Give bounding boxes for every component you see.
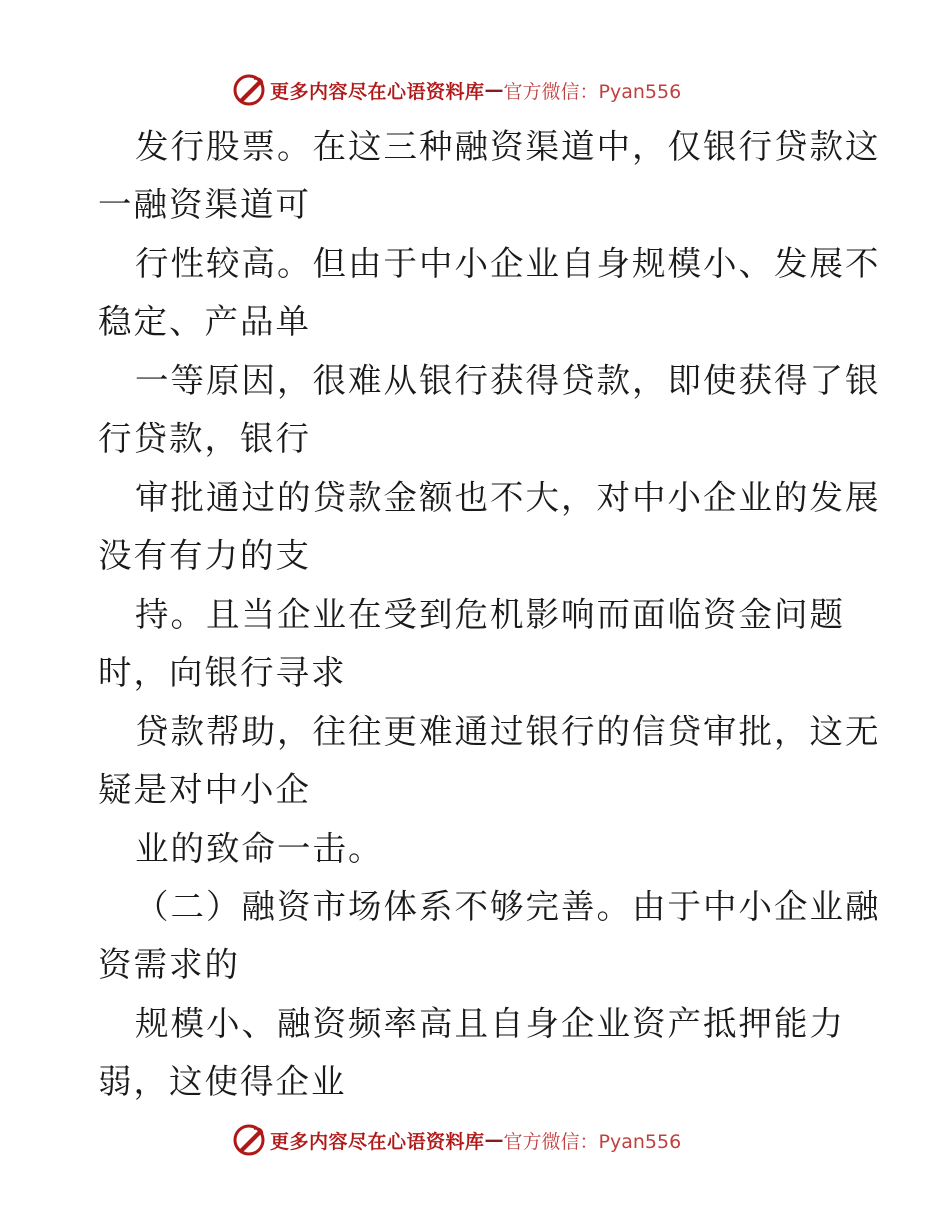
body-line: 贷款帮助，往往更难通过银行的信贷审批，这无 (135, 712, 881, 751)
watermark-contact-text: 官方微信：Pyan556 (503, 80, 682, 103)
body-line: 弱，这使得企业 (98, 1062, 347, 1101)
footer-watermark (232, 1122, 681, 1158)
body-line: 行性较高。但由于中小企业自身规模小、发展不 (135, 244, 881, 283)
body-line: 行贷款，银行 (98, 419, 311, 458)
quill-logo-icon (232, 73, 266, 107)
body-line: 疑是对中小企 (98, 770, 311, 809)
quill-logo-icon (232, 1123, 266, 1157)
body-line: 没有有力的支 (98, 536, 311, 575)
watermark-contact-text: 官方微信：Pyan556 (503, 1130, 682, 1153)
body-line: 持。且当企业在受到危机影响而面临资金问题 (135, 595, 845, 634)
body-line: 规模小、融资频率高且自身企业资产抵押能力 (135, 1004, 845, 1043)
body-line: 业的致命一击。 (135, 829, 384, 868)
body-line: 发行股票。在这三种融资渠道中，仅银行贷款这 (135, 127, 881, 166)
body-line: 资需求的 (98, 945, 240, 984)
watermark-site-text: 更多内容尽在心语资料库 (270, 1130, 485, 1153)
body-line: 稳定、产品单 (98, 302, 311, 341)
section-heading-line: （二）融资市场体系不够完善。由于中小企业融 (135, 887, 881, 926)
body-line: 审批通过的贷款金额也不大，对中小企业的发展 (135, 478, 881, 517)
body-line: 一等原因，很难从银行获得贷款，即使获得了银 (135, 361, 881, 400)
body-line: 时，向银行寻求 (98, 653, 347, 692)
watermark-site-text: 更多内容尽在心语资料库 (270, 80, 485, 103)
watermark-dash: — (484, 79, 504, 101)
watermark-dash: — (484, 1129, 504, 1151)
body-line: 一融资渠道可 (98, 185, 311, 224)
header-watermark (232, 72, 681, 108)
